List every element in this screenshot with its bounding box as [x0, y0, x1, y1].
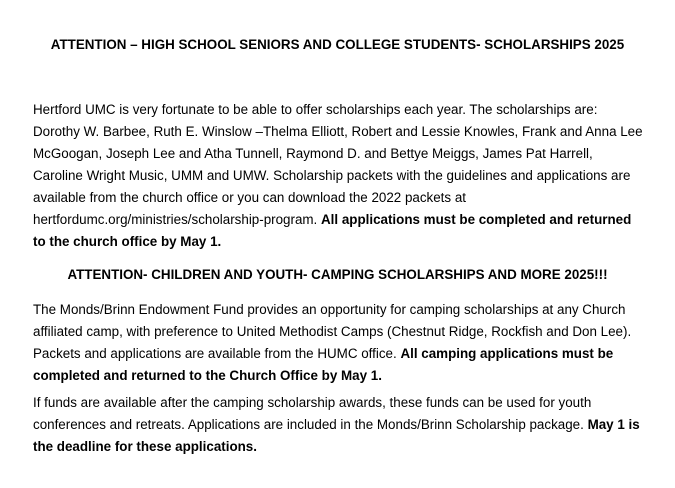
- camping-paragraph: [33, 299, 645, 387]
- scholarships-heading: ATTENTION – HIGH SCHOOL SENIORS AND COLLEGE STUDENTS- SCHOLARSHIPS 2025: [50, 37, 625, 52]
- youth-funds-paragraph-text: If funds are available after the camping scholarship awards, these funds can be used for youth conferences and retreats. Applications are included in the Monds/Brinn Scholarship package.: [33, 395, 592, 432]
- scholarships-deadline-text: All applications must be completed and returned to the church office by May 1.: [33, 212, 632, 249]
- youth-funds-paragraph: [33, 392, 645, 458]
- camping-paragraph-text: The Monds/Brinn Endowment Fund provides an opportunity for camping scholarships at any Church affiliated camp, with preference to United Methodist Camps (Chestnut Ridge, Rockfish and Don Lee). Packets and applications are available from the HUMC office.: [33, 302, 632, 361]
- youth-funds-deadline-text: May 1 is the deadline for these applications.: [33, 417, 640, 454]
- camping-heading: ATTENTION- CHILDREN AND YOUTH- CAMPING SCHOLARSHIPS AND MORE 2025!!!: [67, 267, 608, 282]
- scholarships-paragraph: [33, 99, 645, 253]
- scholarships-paragraph-text: Hertford UMC is very fortunate to be able to offer scholarships each year. The scholarships are: Dorothy W. Barbee, Ruth E. Winslow –Thelma Elliott, Robert and Lessie Knowles, Frank and Anna Lee McGoogan, Joseph Lee and Atha Tunnell, Raymond D. and Bettye Meiggs, James Pat Harrell, Caroline Wright Music, UMM and UMW. Scholarship packets with the guidelines and applications are available from the church office or you can download the 2022 packets at hertfordumc.org/ministries/scholarship-program.: [33, 102, 643, 227]
- camping-deadline-text: All camping applications must be completed and returned to the Church Office by May 1.: [33, 346, 614, 383]
